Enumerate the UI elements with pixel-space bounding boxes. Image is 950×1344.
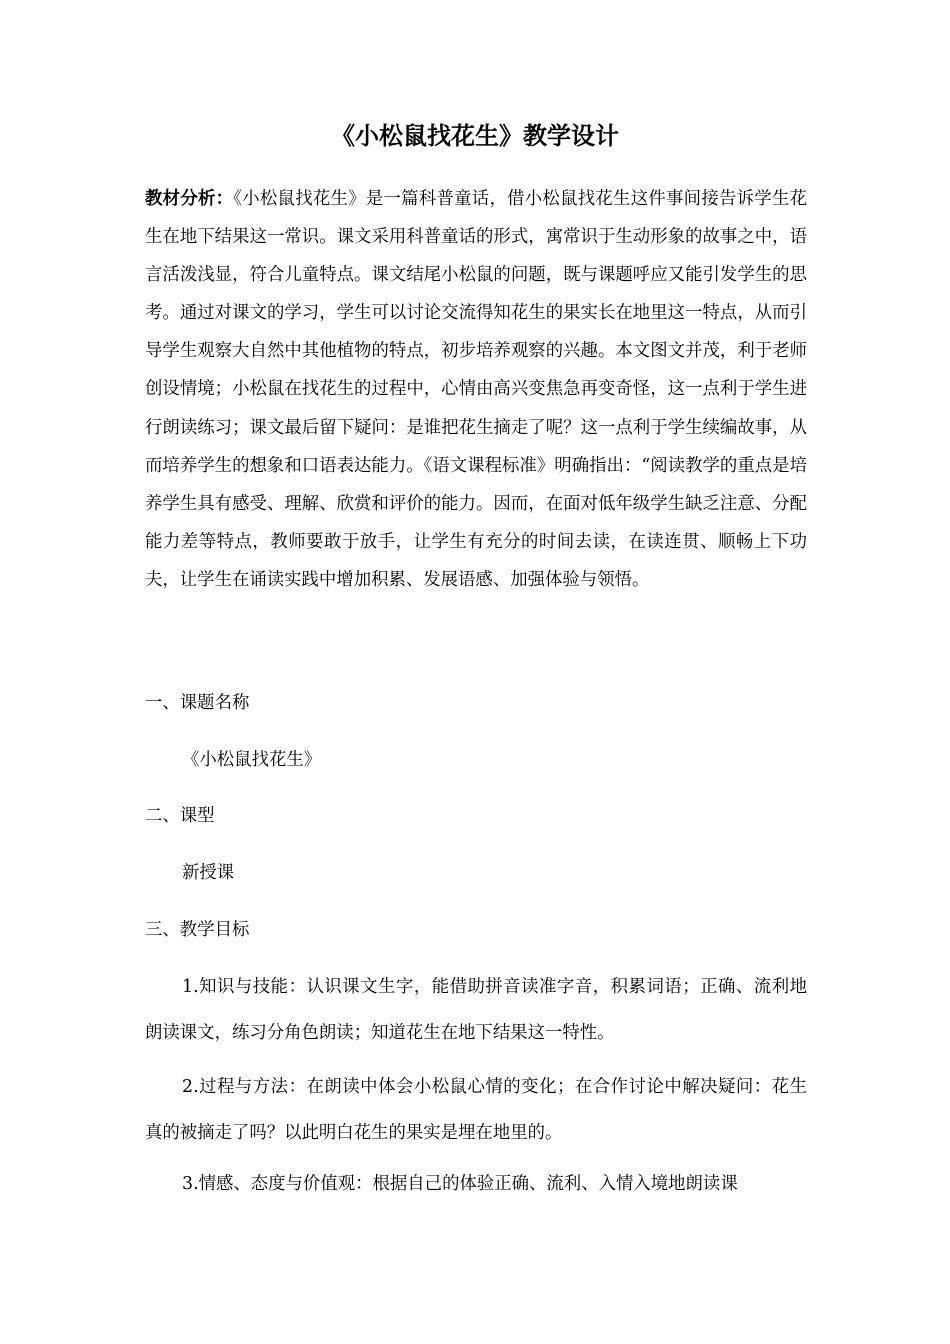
textbook-analysis-paragraph — [145, 180, 807, 599]
analysis-label: 教材分析： — [145, 189, 234, 209]
document-title: 《小松鼠找花生》教学设计 — [331, 122, 619, 150]
section-heading-objectives: 三、教学目标 — [145, 920, 250, 940]
analysis-text: 《小松鼠找花生》是一篇科普童话，借小松鼠找花生这件事间接告诉学生花生在地下结果这一常识。课文采用科普童话的形式，寓常识于生动形象的故事之中，语言活泼浅显，符合儿童特点。课文结尾小松鼠的问题，既与课题呼应又能引发学生的思考。通过对课文的学习，学生可以讨论交流得知花生的果实长在地里这一特点，从而引导学生观察大自然中其他植物的特点，初步培养观察的兴趣。本文图文并茂，利于老师创设情境；小松鼠在找花生的过程中，心情由高兴变焦急再变奇怪，这一点利于学生进行朗读练习；课文最后留下疑问：是谁把花生摘走了呢？这一点利于学生续编故事，从而培养学生的想象和口语表达能力。《语文课程标准》明确指出：“阅读教学的重点是培养学生具有感受、理解、欣赏和评价的能力。因而，在面对低年级学生缺乏注意、分配能力差等特点，教师要敢于放手，让学生有充分的时间去读，在读连贯、顺畅上下功夫，让学生在诵读实践中增加积累、发展语感、加强体验与领悟。 — [145, 189, 807, 590]
objective-item: 2.过程与方法：在朗读中体会小松鼠心情的变化；在合作讨论中解决疑问：花生真的被摘走了吗？以此明白花生的果实是埋在地里的。 — [145, 1077, 807, 1143]
objective-item: 3.情感、态度与价值观：根据自己的体验正确、流利、入情入境地朗读课 — [182, 1174, 738, 1194]
section-heading-topic: 一、课题名称 — [145, 693, 250, 713]
section-content-topic: 《小松鼠找花生》 — [182, 750, 322, 770]
section-heading-lesson-type: 二、课型 — [145, 806, 215, 826]
objective-item: 1.知识与技能：认识课文生字，能借助拼音读准字音，积累词语；正确、流利地朗读课文，练习分角色朗读；知道花生在地下结果这一特性。 — [145, 977, 807, 1043]
section-content-lesson-type: 新授课 — [182, 863, 235, 883]
